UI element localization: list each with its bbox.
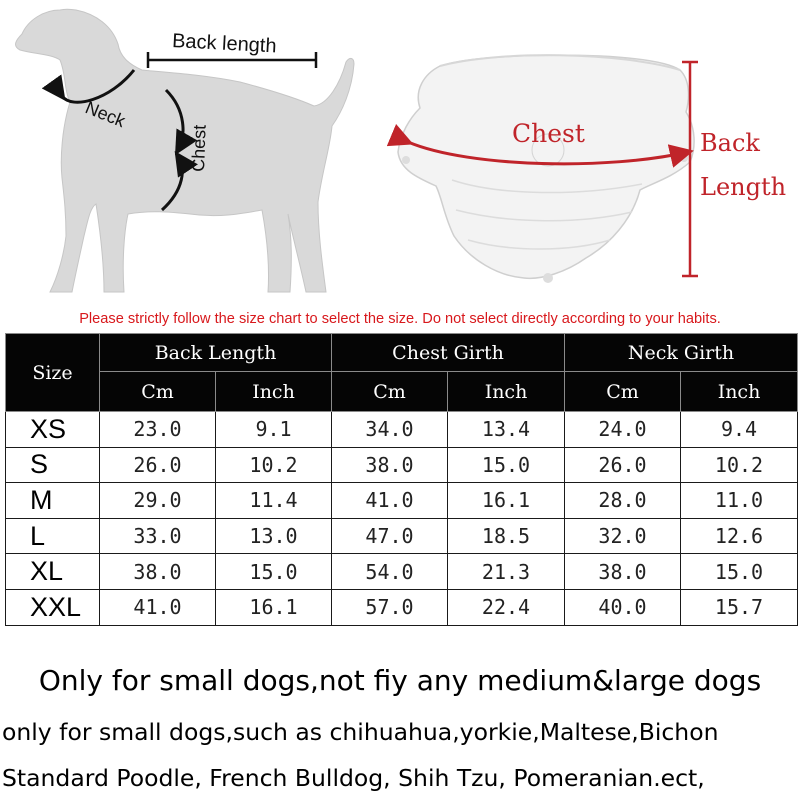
- table-cell: 38.0: [565, 554, 681, 590]
- size-label: XL: [6, 554, 100, 590]
- table-cell: 16.1: [216, 589, 332, 625]
- back-length-header: Back Length: [100, 334, 332, 372]
- table-cell: 9.1: [216, 412, 332, 448]
- unit-header: Cm: [332, 372, 448, 412]
- unit-header: Cm: [565, 372, 681, 412]
- size-label: XS: [6, 412, 100, 448]
- breed-list-note-continued: Standard Poodle, French Bulldog, Shih Tzu, Pomeranian.ect,: [2, 764, 705, 792]
- table-cell: 22.4: [448, 589, 565, 625]
- table-cell: 26.0: [565, 447, 681, 483]
- chest-label-dog: Chest: [188, 124, 210, 173]
- table-cell: 41.0: [100, 589, 216, 625]
- breed-list-note: only for small dogs,such as chihuahua,yorkie,Maltese,Bichon: [2, 718, 719, 746]
- table-cell: 57.0: [332, 589, 448, 625]
- table-cell: 26.0: [100, 447, 216, 483]
- table-cell: 11.4: [216, 483, 332, 519]
- table-cell: 40.0: [565, 589, 681, 625]
- size-column-header: Size: [6, 334, 100, 412]
- table-row: [6, 518, 798, 554]
- table-cell: 21.3: [448, 554, 565, 590]
- back-length-label-coat-line2: Length: [700, 173, 787, 201]
- table-cell: 13.4: [448, 412, 565, 448]
- padded-dog-coat-icon: [398, 55, 694, 283]
- table-cell: 16.1: [448, 483, 565, 519]
- table-cell: 28.0: [565, 483, 681, 519]
- table-cell: 41.0: [332, 483, 448, 519]
- table-cell: 11.0: [681, 483, 798, 519]
- table-cell: 24.0: [565, 412, 681, 448]
- unit-header: Inch: [448, 372, 565, 412]
- table-cell: 12.6: [681, 518, 798, 554]
- size-chart-table: [5, 333, 798, 626]
- table-row: [6, 412, 798, 448]
- chest-girth-header: Chest Girth: [332, 334, 565, 372]
- table-cell: 15.0: [216, 554, 332, 590]
- table-row: [6, 554, 798, 590]
- neck-label: Neck: [82, 97, 129, 132]
- unit-header: Inch: [681, 372, 798, 412]
- small-dogs-note: Only for small dogs,not fiy any medium&large dogs: [38, 664, 762, 697]
- table-cell: 29.0: [100, 483, 216, 519]
- table-cell: 15.0: [681, 554, 798, 590]
- table-cell: 13.0: [216, 518, 332, 554]
- table-cell: 33.0: [100, 518, 216, 554]
- size-label: XXL: [6, 589, 100, 625]
- neck-girth-header: Neck Girth: [565, 334, 798, 372]
- unit-header: Cm: [100, 372, 216, 412]
- back-length-label-coat-line1: Back: [700, 129, 760, 157]
- size-chart-notice: Please strictly follow the size chart to select the size. Do not select directly according to your habits.: [79, 311, 721, 327]
- unit-header: Inch: [216, 372, 332, 412]
- table-cell: 9.4: [681, 412, 798, 448]
- table-row: [6, 483, 798, 519]
- table-cell: 10.2: [681, 447, 798, 483]
- chest-label-coat: Chest: [512, 119, 585, 148]
- back-length-label: Back length: [171, 29, 278, 58]
- measurement-illustration: [0, 0, 800, 306]
- table-cell: 38.0: [100, 554, 216, 590]
- table-cell: 32.0: [565, 518, 681, 554]
- table-cell: 34.0: [332, 412, 448, 448]
- table-cell: 15.7: [681, 589, 798, 625]
- table-cell: 47.0: [332, 518, 448, 554]
- table-cell: 10.2: [216, 447, 332, 483]
- table-row: [6, 589, 798, 625]
- size-label: S: [6, 447, 100, 483]
- table-cell: 54.0: [332, 554, 448, 590]
- table-cell: 15.0: [448, 447, 565, 483]
- table-cell: 38.0: [332, 447, 448, 483]
- table-cell: 23.0: [100, 412, 216, 448]
- table-row: [6, 447, 798, 483]
- size-label: M: [6, 483, 100, 519]
- table-cell: 18.5: [448, 518, 565, 554]
- size-label: L: [6, 518, 100, 554]
